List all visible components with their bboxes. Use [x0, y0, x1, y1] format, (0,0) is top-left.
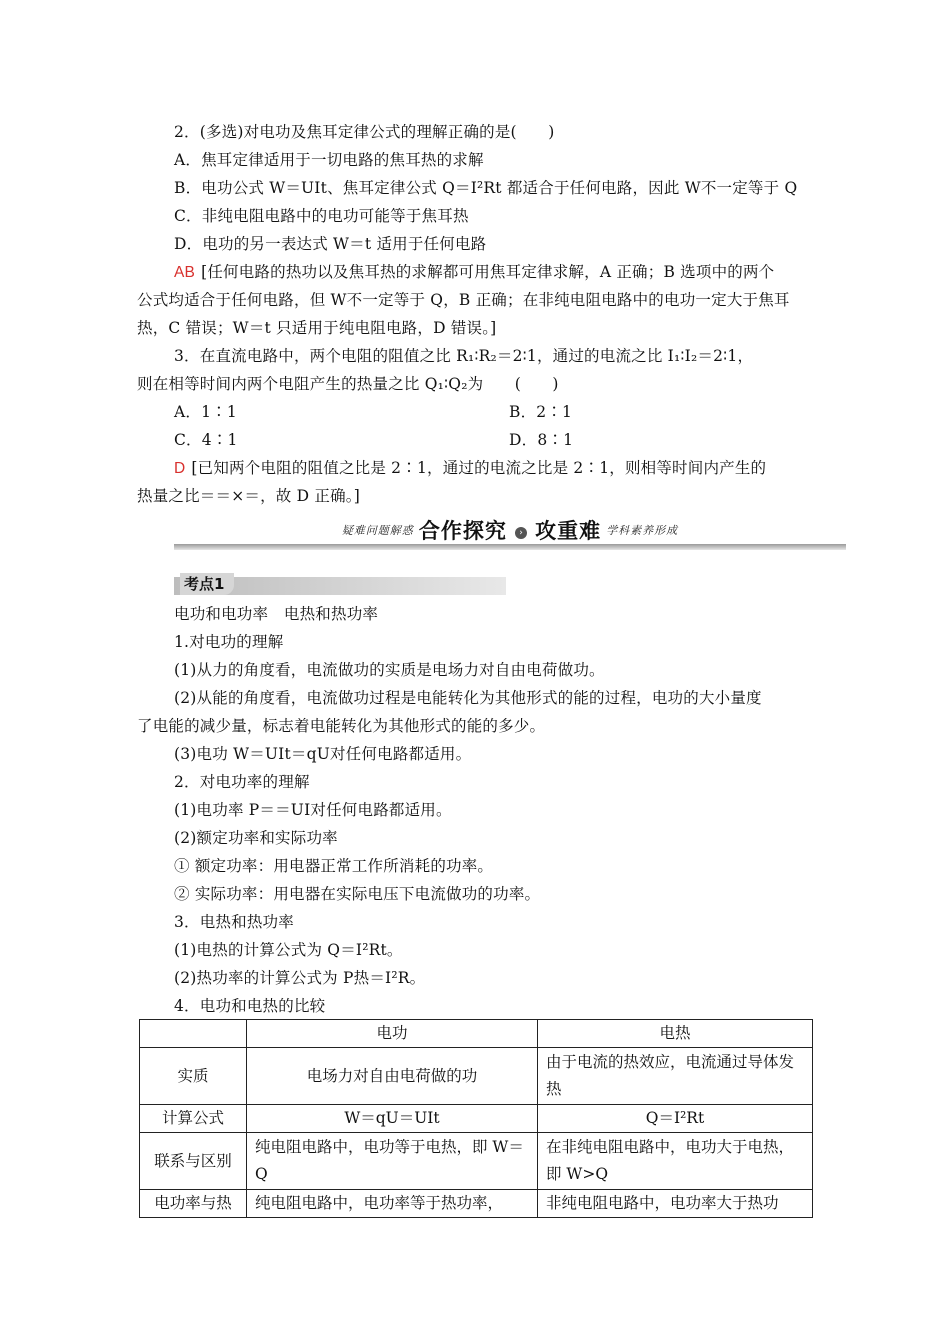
banner-right-big: 攻重难	[535, 519, 602, 543]
q2-explanation-line-2: 公式均适合于任何电路，但 W不一定等于 Q，B 正确；在非纯电阻电路中的电功一定大于焦耳	[137, 291, 790, 309]
section-title: 电功和电功率 电热和热功率	[174, 605, 379, 623]
q3-explanation-line-1	[174, 458, 766, 479]
topic-tag	[174, 573, 506, 595]
heading-4: 4．电功和电热的比较	[174, 997, 326, 1015]
paragraph-9: (2)热功率的计算公式为 P热＝I²R。	[174, 969, 426, 987]
q3-stem-line-1: 3．在直流电路中，两个电阻的阻值之比 R₁∶R₂＝2∶1，通过的电流之比 I₁∶I₂＝2∶1，	[174, 347, 754, 365]
q3-explanation-line-2: 热量之比＝＝×＝，故 D 正确。]	[137, 487, 360, 505]
table-header-cell: 电功	[247, 1020, 538, 1048]
q2-option-d: D．电功的另一表达式 W＝t 适用于任何电路	[174, 235, 487, 253]
table-cell: 纯电阻电路中，电功等于电热，即 W＝Q	[247, 1133, 538, 1190]
comparison-table	[139, 1019, 813, 1218]
paragraph-3: (3)电功 W＝UIt＝qU对任何电路都适用。	[174, 745, 472, 763]
paragraph-4: (1)电功率 P＝＝UI对任何电路都适用。	[174, 801, 452, 819]
q2-explanation-line-3: 热，C 错误；W＝t 只适用于纯电阻电路，D 错误。]	[137, 319, 497, 337]
section-banner	[174, 515, 846, 551]
heading-1: 1.对电功的理解	[174, 633, 284, 651]
table-header-cell: 电热	[538, 1020, 813, 1048]
q3-option-b: B．2∶1	[509, 403, 573, 421]
q2-option-a: A．焦耳定律适用于一切电路的焦耳热的求解	[174, 151, 484, 169]
q3-answer: D	[174, 460, 186, 477]
table-header-cell	[140, 1020, 247, 1048]
q2-stem: 2．(多选)对电功及焦耳定律公式的理解正确的是( )	[174, 123, 555, 141]
table-cell: 电功率与热	[140, 1190, 247, 1218]
paragraph-1: (1)从力的角度看，电流做功的实质是电场力对自由电荷做功。	[174, 661, 605, 679]
banner-text	[174, 515, 846, 545]
table-cell: 由于电流的热效应，电流通过导体发热	[538, 1048, 813, 1105]
q2-option-c: C．非纯电阻电路中的电功可能等于焦耳热	[174, 207, 469, 225]
table-cell: 电场力对自由电荷做的功	[247, 1048, 538, 1105]
table-row	[140, 1048, 813, 1105]
q2-answer: AB	[174, 264, 196, 281]
q3-option-d: D．8∶1	[509, 431, 574, 449]
table-cell: 联系与区别	[140, 1133, 247, 1190]
table-header-row	[140, 1020, 813, 1048]
q2-exp1: [任何电路的热功以及焦耳热的求解都可用焦耳定律求解，A 正确；B 选项中的两个	[201, 263, 775, 281]
chevron-right-icon: ›	[515, 527, 527, 539]
table-cell: Q＝I²Rt	[538, 1105, 813, 1133]
paragraph-5: (2)额定功率和实际功率	[174, 829, 338, 847]
heading-2: 2．对电功率的理解	[174, 773, 310, 791]
banner-divider	[174, 544, 846, 550]
table-row	[140, 1190, 813, 1218]
q2-option-b: B．电功公式 W＝UIt、焦耳定律公式 Q＝I²Rt 都适合于任何电路，因此 W不一定等于 Q	[174, 179, 798, 197]
table-cell: 实质	[140, 1048, 247, 1105]
paragraph-7: ② 实际功率：用电器在实际电压下电流做功的功率。	[174, 885, 541, 903]
banner-right-small: 学科素养形成	[606, 524, 679, 537]
paragraph-6: ① 额定功率：用电器正常工作所消耗的功率。	[174, 857, 494, 875]
banner-left-big: 合作探究	[418, 519, 507, 543]
paragraph-2-line-2: 了电能的减少量，标志着电能转化为其他形式的能的多少。	[137, 717, 546, 735]
table-cell: 计算公式	[140, 1105, 247, 1133]
paragraph-2-line-1: (2)从能的角度看，电流做功过程是电能转化为其他形式的能的过程，电功的大小量度	[174, 689, 762, 707]
q3-option-a: A．1∶1	[174, 403, 237, 421]
q2-explanation-line-1	[174, 262, 774, 283]
topic-tag-label: 考点1	[180, 573, 234, 595]
table-cell: W＝qU＝UIt	[247, 1105, 538, 1133]
table-row	[140, 1105, 813, 1133]
q3-exp1: [已知两个电阻的阻值之比是 2∶1，通过的电流之比是 2∶1，则相等时间内产生的	[191, 459, 767, 477]
table-cell: 在非纯电阻电路中，电功大于电热，即 W>Q	[538, 1133, 813, 1190]
q3-option-c: C．4∶1	[174, 431, 238, 449]
banner-left-small: 疑难问题解惑	[341, 524, 414, 537]
table-cell: 纯电阻电路中，电功率等于热功率，	[247, 1190, 538, 1218]
q3-stem-line-2: 则在相等时间内两个电阻产生的热量之比 Q₁∶Q₂为 ( )	[137, 375, 559, 393]
table-cell: 非纯电阻电路中，电功率大于热功	[538, 1190, 813, 1218]
paragraph-8: (1)电热的计算公式为 Q＝I²Rt。	[174, 941, 403, 959]
table-row	[140, 1133, 813, 1190]
heading-3: 3．电热和热功率	[174, 913, 294, 931]
